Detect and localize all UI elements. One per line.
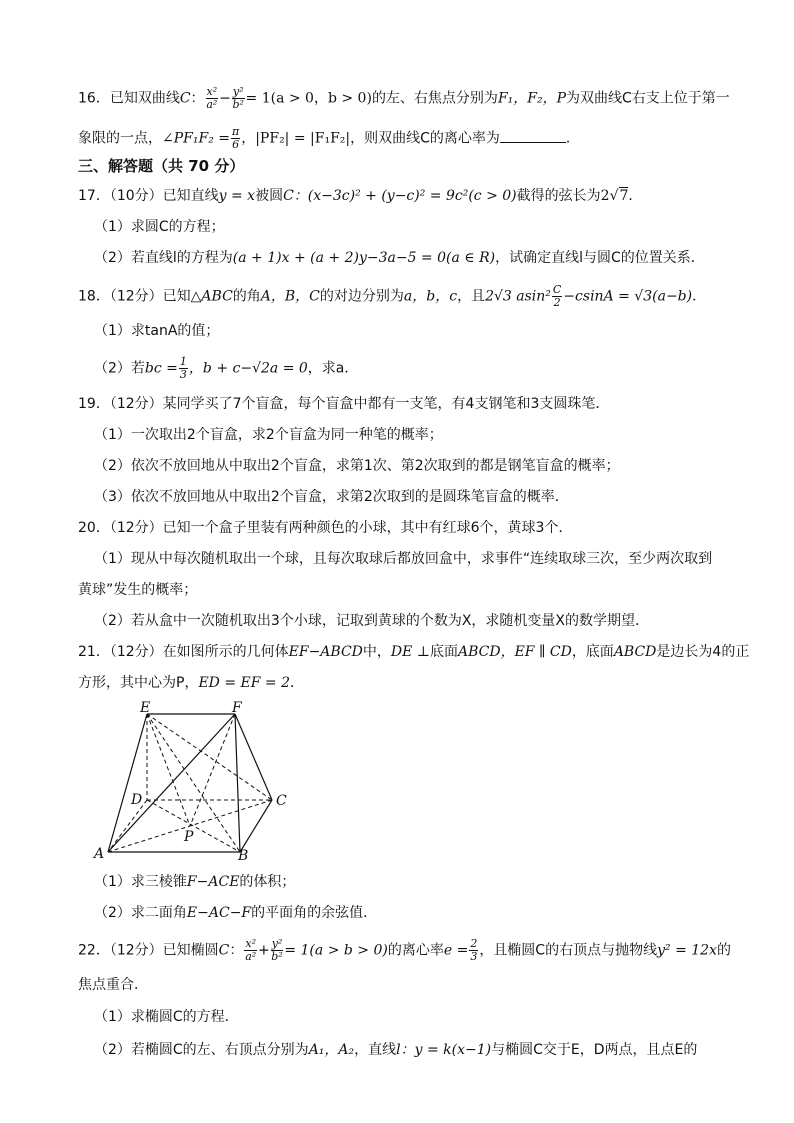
label-E: E	[140, 700, 151, 716]
q22-line1: 22．（12分）已知椭圆C： $\frac{\text{x²}}{\text{a²}}$ + $\frac{\text{y²}}{\text{b²}}$ = 1(a > b > 0)的离心率e = $\frac{2}{3}$ ，且椭圆C的右顶点与抛物线y² = 12x的	[78, 937, 731, 963]
q18-part2: （2）若bc = $\frac{1}{3}$ ，b + c−√2a = 0，求a．	[94, 355, 359, 381]
fraction: $\frac{2}{3}$	[470, 937, 478, 963]
q21-line1: 21．（12分）在如图所示的几何体EF−ABCD中，DE ⊥底面ABCD，EF ∥ CD，底面ABCD是边长为4的正	[78, 644, 750, 660]
label-C: C	[276, 793, 287, 809]
label-F: F	[232, 700, 242, 716]
q18-part1: （1）求tanA的值；	[94, 323, 220, 339]
geometry-figure	[90, 700, 310, 870]
q17-part2: （2）若直线l的方程为(a + 1)x + (a + 2)y−3a−5 = 0(a ∈ R)，试确定直线l与圆C的位置关系．	[94, 250, 705, 266]
q17-line1: 17．（10分）已知直线y = x被圆C：(x−3c)² + (y−c)² = 9c²(c > 0)截得的弦长为2√7．	[78, 188, 643, 204]
q17-part1: （1）求圆C的方程；	[94, 219, 225, 235]
fraction: $\frac{\text{y²}}{\text{b²}}$	[271, 937, 283, 963]
q20-part1-line2: 黄球”发生的概率；	[78, 582, 198, 598]
q21-line2: 方形，其中心为P，ED = EF = 2．	[78, 675, 304, 691]
q19-head: 19．（12分）某同学买了7个盲盒，每个盲盒中都有一支笔，有4支钢笔和3支圆珠笔．	[78, 396, 610, 412]
q22-line2: 焦点重合．	[78, 977, 148, 993]
edge-EB	[147, 714, 240, 852]
q19-part3: （3）依次不放回地从中取出2个盲盒，求第2次取到的是圆珠笔盲盒的概率．	[94, 489, 569, 505]
q16-line1: 16．已知双曲线C： $\frac{\text{x²}}{\text{a²}}$ − $\frac{\text{y²}}{\text{b²}}$ = 1(a > 0，b > 0)的左、右焦点分别为F₁，F₂，P为双曲线C右支上位于第一	[78, 85, 730, 111]
q19-part1: （1）一次取出2个盲盒，求2个盲盒为同一种笔的概率；	[94, 427, 443, 443]
label-A: A	[94, 846, 105, 862]
fraction: $\frac{\text{x²}}{\text{a²}}$	[206, 85, 218, 111]
edge-FB	[235, 714, 240, 852]
q19-part2: （2）依次不放回地从中取出2个盲盒，求第1次、第2次取到的都是钢笔盲盒的概率；	[94, 458, 620, 474]
q22-part2: （2）若椭圆C的左、右顶点分别为A₁，A₂，直线l：y = k(x−1)与椭圆C交于E，D两点，且点E的	[94, 1042, 698, 1058]
q20-head: 20．（12分）已知一个盒子里装有两种颜色的小球，其中有红球6个，黄球3个．	[78, 520, 573, 536]
fraction: $\frac{C}{2}$	[552, 283, 562, 309]
q22-part1: （1）求椭圆C的方程．	[94, 1009, 239, 1025]
fraction: $\frac{1}{3}$	[179, 355, 187, 381]
q20-part2: （2）若从盒中一次随机取出3个小球，记取到黄球的个数为X，求随机变量X的数学期望．	[94, 613, 649, 629]
label-P: P	[184, 829, 194, 845]
label-D: D	[131, 792, 143, 808]
q20-part1-line1: （1）现从中每次随机取出一个球，且每次取球后都放回盒中，求事件“连续取球三次，至少两次取到	[94, 551, 713, 567]
edge-BC	[240, 800, 272, 852]
answer-blank	[500, 128, 566, 143]
section-title: 三、解答题（共 70 分）	[78, 157, 245, 175]
q18-line1: 18．（12分）已知△ABC的角A，B，C的对边分别为a，b，c，且2√3 asin² $\frac{C}{2}$ −csinA = √3(a−b)．	[78, 283, 707, 309]
fraction: $\frac{\text{x²}}{\text{a²}}$	[245, 937, 257, 963]
edge-DB	[147, 800, 240, 852]
q21-part2: （2）求二面角E−AC−F的平面角的余弦值．	[94, 905, 378, 921]
q16-line2: 象限的一点，∠PF₁F₂ = $\frac{\pi}{6}$ ，|PF₂| = |F₁F₂|，则双曲线C的离心率为 ．	[78, 125, 580, 151]
label-B: B	[238, 848, 249, 864]
fraction: $\frac{\pi}{6}$	[231, 125, 240, 151]
q21-part1: （1）求三棱锥F−ACE的体积；	[94, 874, 296, 890]
fraction: $\frac{\text{y²}}{\text{b²}}$	[232, 85, 244, 111]
